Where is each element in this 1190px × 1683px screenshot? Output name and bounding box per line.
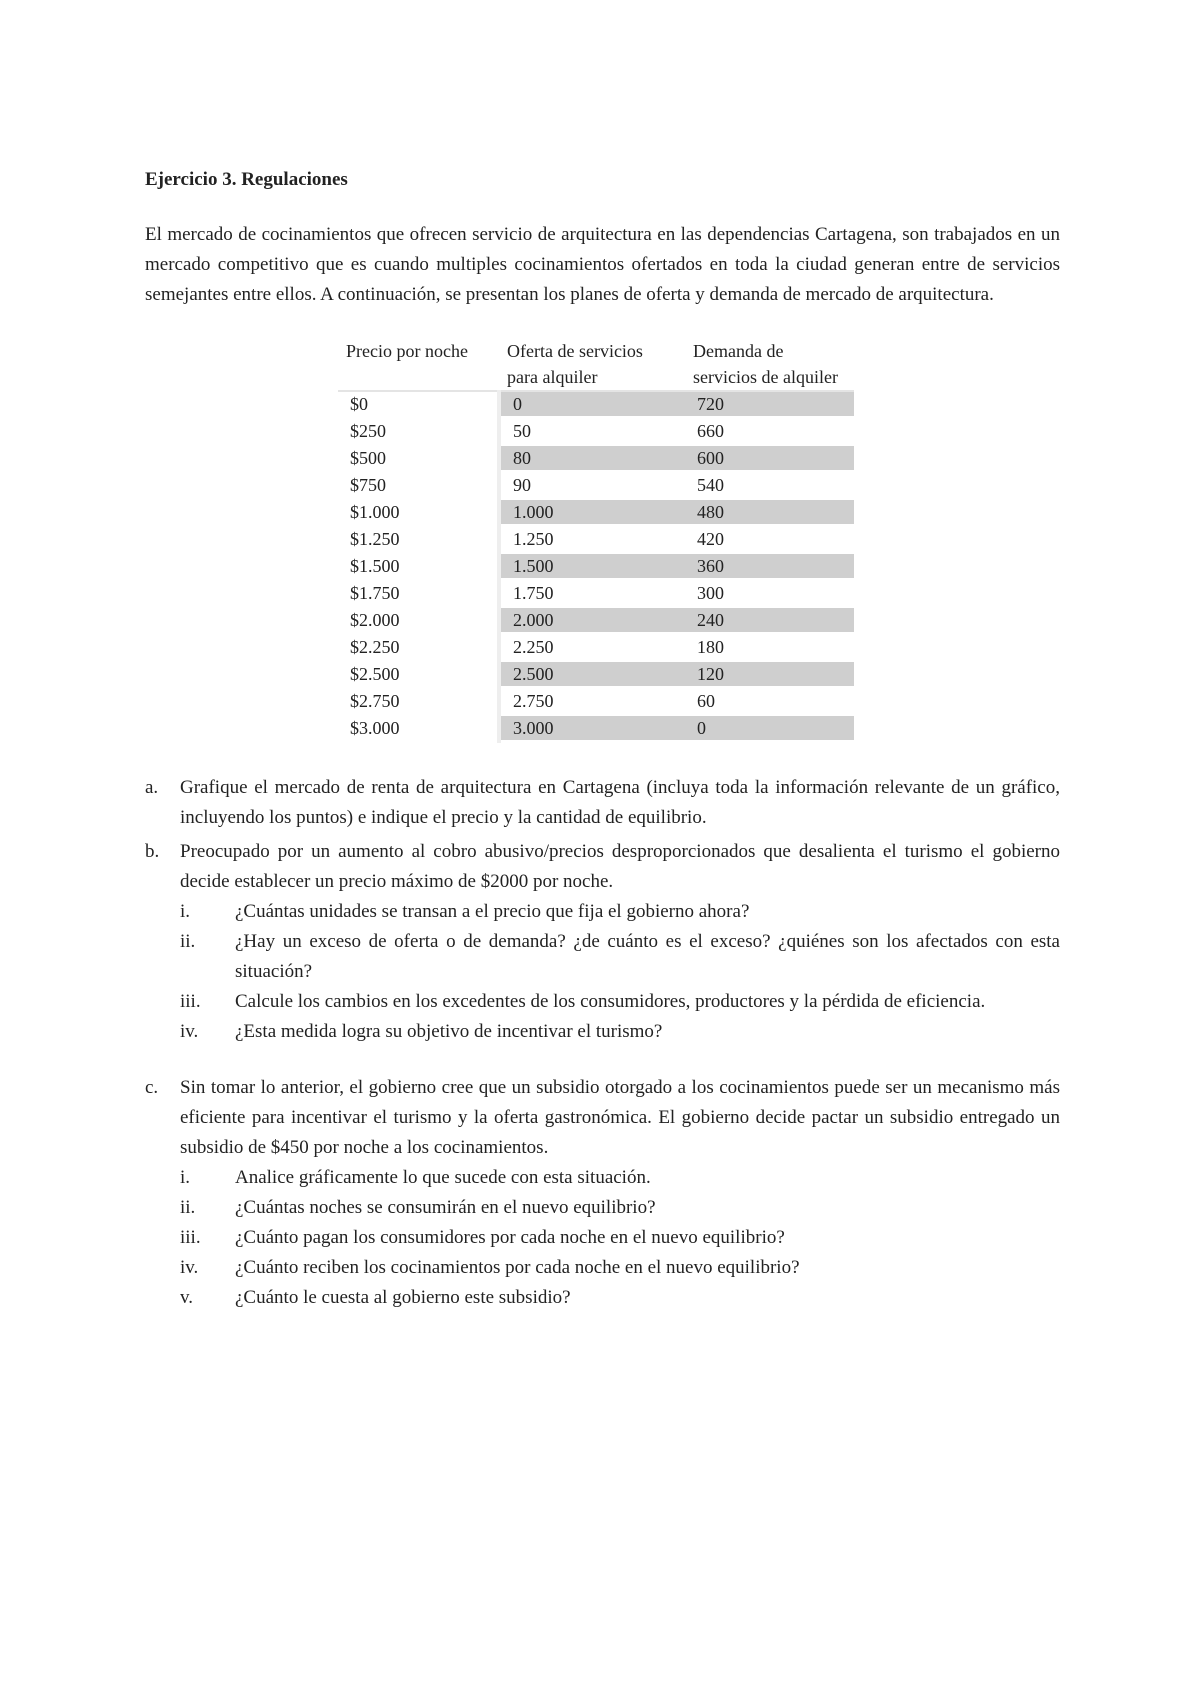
exercise-title: Ejercicio 3. Regulaciones — [145, 169, 348, 190]
subquestion-marker: ii. — [180, 931, 196, 952]
question-marker: c. — [145, 1077, 159, 1098]
supply-cell: 2.250 — [499, 634, 685, 661]
subquestion-text: ¿Esta medida logra su objetivo de incentivar el turismo? — [235, 1021, 663, 1042]
subquestion-text: ¿Hay un exceso de oferta o de demanda? ¿de cuánto es el exceso? ¿quiénes son los afectados con esta situación? — [235, 931, 1060, 982]
table-row — [338, 418, 854, 445]
question-list-b — [145, 837, 1060, 1047]
question-marker: b. — [145, 841, 160, 862]
demand-cell: 480 — [685, 499, 854, 526]
supply-cell: 2.000 — [499, 607, 685, 634]
price-cell: $500 — [338, 445, 499, 472]
supply-cell: 90 — [499, 472, 685, 499]
demand-cell: 120 — [685, 661, 854, 688]
demand-cell: 540 — [685, 472, 854, 499]
subquestion-text: Calcule los cambios en los excedentes de los consumidores, productores y la pérdida de eficiencia. — [235, 991, 986, 1012]
demand-cell: 600 — [685, 445, 854, 472]
subquestion-marker: iv. — [180, 1021, 199, 1042]
subquestion-item — [180, 1253, 1060, 1283]
column-header: Oferta de servicios para alquiler — [499, 338, 685, 391]
question-text: Grafique el mercado de renta de arquitectura en Cartagena (incluya toda la información relevante de un gráfico, incluyendo los puntos) e indique el precio y la cantidad de equilibrio. — [180, 777, 1060, 828]
demand-cell: 180 — [685, 634, 854, 661]
subquestion-item — [180, 897, 1060, 927]
supply-cell: 1.250 — [499, 526, 685, 553]
subquestion-marker: i. — [180, 901, 191, 922]
demand-cell: 720 — [685, 391, 854, 418]
table-row — [338, 661, 854, 688]
supply-cell: 1.500 — [499, 553, 685, 580]
price-cell: $750 — [338, 472, 499, 499]
table-row — [338, 553, 854, 580]
demand-cell: 360 — [685, 553, 854, 580]
subquestion-marker: v. — [180, 1287, 194, 1308]
demand-cell: 60 — [685, 688, 854, 715]
demand-cell: 420 — [685, 526, 854, 553]
price-cell: $1.500 — [338, 553, 499, 580]
document-content — [145, 0, 1060, 1313]
question-marker: a. — [145, 777, 159, 798]
question-text: Preocupado por un aumento al cobro abusivo/precios desproporcionados que desalienta el turismo el gobierno decide establecer un precio máximo de $2000 por noche. — [180, 841, 1060, 892]
price-cell: $1.250 — [338, 526, 499, 553]
subquestion-item — [180, 1223, 1060, 1253]
price-cell: $3.000 — [338, 715, 499, 742]
table-row — [338, 607, 854, 634]
subquestion-marker: ii. — [180, 1197, 196, 1218]
supply-cell: 80 — [499, 445, 685, 472]
subquestion-text: ¿Cuánto reciben los cocinamientos por cada noche en el nuevo equilibrio? — [235, 1257, 800, 1278]
question-list-a — [145, 773, 1060, 833]
supply-demand-table — [338, 338, 854, 743]
column-header: Demanda de servicios de alquiler — [685, 338, 854, 391]
subquestion-marker: iii. — [180, 991, 201, 1012]
table-row — [338, 526, 854, 553]
table-row — [338, 445, 854, 472]
table-row — [338, 688, 854, 715]
price-cell: $250 — [338, 418, 499, 445]
supply-cell: 1.000 — [499, 499, 685, 526]
subquestion-text: ¿Cuánto le cuesta al gobierno este subsidio? — [235, 1287, 571, 1308]
subquestion-text: ¿Cuánto pagan los consumidores por cada noche en el nuevo equilibrio? — [235, 1227, 785, 1248]
intro-paragraph: El mercado de cocinamientos que ofrecen servicio de arquitectura en las dependencias Cartagena, son trabajados en un mercado competitivo que es cuando multiples cocinamientos ofertados en toda la ciudad generan entre de servicios semejantes entre ellos. A continuación, se presentan los planes de oferta y demanda de mercado de arquitectura. — [145, 224, 1060, 305]
subquestion-item — [180, 1193, 1060, 1223]
column-header: Precio por noche — [338, 338, 499, 391]
price-cell: $1.000 — [338, 499, 499, 526]
demand-cell: 0 — [685, 715, 854, 742]
table-row — [338, 472, 854, 499]
price-cell: $0 — [338, 391, 499, 418]
demand-cell: 240 — [685, 607, 854, 634]
table-row — [338, 715, 854, 742]
table-row — [338, 499, 854, 526]
subquestion-item — [180, 1283, 1060, 1313]
subquestion-text: Analice gráficamente lo que sucede con esta situación. — [235, 1167, 651, 1188]
subquestion-item — [180, 1017, 1060, 1047]
question-item — [145, 773, 1060, 833]
question-item — [145, 1073, 1060, 1163]
demand-cell: 300 — [685, 580, 854, 607]
table-row — [338, 634, 854, 661]
table-row — [338, 391, 854, 418]
subquestion-item — [180, 927, 1060, 987]
demand-cell: 660 — [685, 418, 854, 445]
supply-cell: 2.500 — [499, 661, 685, 688]
question-text: Sin tomar lo anterior, el gobierno cree que un subsidio otorgado a los cocinamientos puede ser un mecanismo más eficiente para incentivar el turismo y la oferta gastronómica. El gobierno decide pactar un subsidio entregado un subsidio de $450 por noche a los cocinamientos. — [180, 1077, 1060, 1158]
subquestion-item — [180, 1163, 1060, 1193]
supply-cell: 0 — [499, 391, 685, 418]
price-cell: $2.250 — [338, 634, 499, 661]
subquestion-item — [180, 987, 1060, 1017]
price-cell: $2.000 — [338, 607, 499, 634]
table-header-row — [338, 338, 854, 391]
price-cell: $1.750 — [338, 580, 499, 607]
supply-cell: 3.000 — [499, 715, 685, 742]
question-list-c — [145, 1073, 1060, 1313]
subquestion-marker: iii. — [180, 1227, 201, 1248]
supply-cell: 2.750 — [499, 688, 685, 715]
table-row — [338, 580, 854, 607]
supply-cell: 50 — [499, 418, 685, 445]
table-body — [338, 391, 854, 742]
subquestion-marker: iv. — [180, 1257, 199, 1278]
supply-cell: 1.750 — [499, 580, 685, 607]
price-cell: $2.500 — [338, 661, 499, 688]
subquestion-text: ¿Cuántas unidades se transan a el precio que fija el gobierno ahora? — [235, 901, 750, 922]
subquestion-text: ¿Cuántas noches se consumirán en el nuevo equilibrio? — [235, 1197, 656, 1218]
question-item — [145, 837, 1060, 897]
price-cell: $2.750 — [338, 688, 499, 715]
subquestion-marker: i. — [180, 1167, 191, 1188]
